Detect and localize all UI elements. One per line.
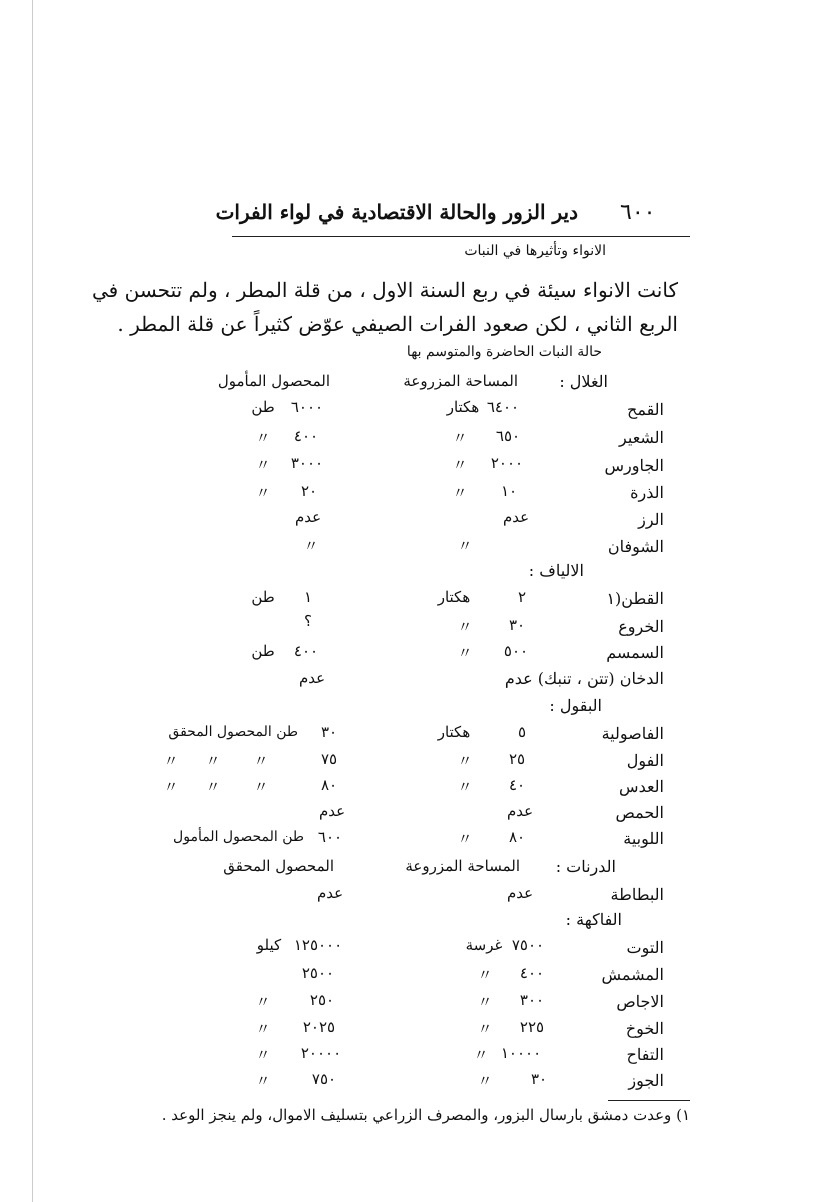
area-unit: هكتار bbox=[437, 723, 471, 741]
fruits-heading: الفاكهة : bbox=[565, 910, 622, 929]
area-number: ٥ bbox=[517, 723, 527, 741]
area-number: ٨٠ bbox=[508, 828, 526, 846]
grains-heading: الغلال : bbox=[559, 372, 608, 391]
area-number: ٦٥٠ bbox=[495, 427, 521, 445]
yield-unit: 〃 bbox=[253, 778, 269, 796]
legumes-heading: البقول : bbox=[549, 696, 602, 715]
status-line: حالة النبات الحاضرة والمتوسم بها bbox=[406, 344, 602, 360]
yield-number: ٤٠٠ bbox=[293, 642, 319, 660]
area-unit: 〃 bbox=[457, 830, 473, 848]
yield-unit: طن bbox=[251, 398, 275, 416]
grains-area-header: المساحة المزروعة bbox=[403, 372, 518, 390]
area-number: ٢٢٥ bbox=[519, 1018, 545, 1036]
area-number: ٣٠ bbox=[530, 1070, 548, 1088]
area-unit: 〃 bbox=[457, 618, 473, 636]
area-unit: 〃 bbox=[457, 537, 473, 555]
area-number: ٥٠٠ bbox=[503, 642, 529, 660]
row-label: السمسم bbox=[606, 643, 664, 662]
area-number: ٢ bbox=[517, 588, 527, 606]
area-unit: هكتار bbox=[446, 398, 480, 416]
area-number: ١٠ bbox=[500, 482, 518, 500]
yield-number: عدم bbox=[294, 508, 322, 526]
yield-unit: 〃 bbox=[253, 752, 269, 770]
row-label: الذرة bbox=[630, 483, 664, 502]
scan-margin-line bbox=[32, 0, 33, 1202]
row-label: الخوخ bbox=[625, 1019, 664, 1038]
row-label: العدس bbox=[619, 777, 664, 796]
yield-number: عدم bbox=[316, 884, 344, 902]
ditto-mark: 〃 bbox=[205, 778, 221, 796]
header-rule bbox=[232, 236, 690, 237]
area-number: ٦٤٠٠ bbox=[486, 398, 520, 416]
row-label: القمح bbox=[627, 400, 664, 419]
ditto-mark: 〃 bbox=[163, 752, 179, 770]
row-label: البطاطة bbox=[610, 885, 664, 904]
area-unit: 〃 bbox=[473, 1046, 489, 1064]
area-number: ٣٠ bbox=[508, 616, 526, 634]
area-number: ١٠٠٠٠ bbox=[500, 1044, 542, 1062]
yield-number: ٢٥٠٠ bbox=[301, 964, 335, 982]
yield-number: 〃 bbox=[303, 537, 319, 555]
area-unit: 〃 bbox=[457, 752, 473, 770]
yield-unit: طن المحصول المأمول bbox=[173, 829, 304, 845]
yield-unit: 〃 bbox=[255, 484, 271, 502]
row-label: الفول bbox=[626, 751, 664, 770]
area-unit: هكتار bbox=[437, 588, 471, 606]
yield-unit: 〃 bbox=[255, 993, 271, 1011]
area-number: ٧٥٠٠ bbox=[511, 936, 545, 954]
area-unit: 〃 bbox=[477, 1072, 493, 1090]
area-number: ٤٠٠ bbox=[519, 964, 545, 982]
row-label: الفاصولية bbox=[601, 724, 664, 743]
area-unit: 〃 bbox=[477, 966, 493, 984]
yield-unit: طن المحصول المحقق bbox=[168, 724, 298, 740]
footnote-rule bbox=[608, 1100, 690, 1101]
yield-unit: طن bbox=[251, 588, 275, 606]
tubers-heading: الدرنات : bbox=[555, 857, 616, 876]
area-unit: 〃 bbox=[452, 484, 468, 502]
row-label: الخروع bbox=[618, 617, 664, 636]
row-label: الحمص bbox=[615, 803, 664, 822]
area-unit: عدم bbox=[506, 884, 534, 902]
area-unit: غرسة bbox=[465, 936, 503, 954]
intro-line-2: الربع الثاني ، لكن صعود الفرات الصيفي عوّض كثيراً عن قلة المطر . bbox=[117, 312, 678, 336]
yield-number: ٧٥ bbox=[320, 750, 338, 768]
yield-number: ١ bbox=[303, 588, 313, 606]
yield-number: ٨٠ bbox=[320, 776, 338, 794]
yield-number: ٣٠٠٠ bbox=[290, 454, 324, 472]
area-unit: عدم bbox=[502, 508, 530, 526]
yield-number: عدم bbox=[298, 669, 326, 687]
intro-line-1: كانت الانواء سيئة في ربع السنة الاول ، من قلة المطر ، ولم تتحسن في bbox=[92, 278, 678, 302]
row-label: المشمش bbox=[601, 965, 664, 984]
yield-unit: 〃 bbox=[255, 1020, 271, 1038]
yield-number: عدم bbox=[318, 802, 346, 820]
row-label: اللوبية bbox=[623, 829, 664, 848]
row-label: الشوفان bbox=[607, 537, 664, 556]
footnote: ١) وعدت دمشق بارسال البزور، والمصرف الزراعي بتسليف الاموال، ولم ينجز الوعد . bbox=[161, 1106, 690, 1124]
yield-number: ٢٠ bbox=[300, 482, 318, 500]
yield-number: ٦٠٠ bbox=[317, 828, 343, 846]
yield-number: ٣٠ bbox=[320, 723, 338, 741]
area-unit: عدم bbox=[506, 802, 534, 820]
fibers-heading: الالياف : bbox=[528, 561, 584, 580]
area-unit: 〃 bbox=[477, 993, 493, 1011]
yield-number: ؟ bbox=[304, 612, 312, 630]
area-unit: 〃 bbox=[452, 456, 468, 474]
row-label: التوت bbox=[626, 938, 664, 957]
area-number: ٢٥ bbox=[508, 750, 526, 768]
tubers-yield-header: المحصول المحقق bbox=[223, 857, 334, 875]
section-title: الانواء وتأثيرها في النبات bbox=[464, 243, 606, 259]
yield-unit: طن bbox=[251, 642, 275, 660]
page-number: ٦٠٠ bbox=[620, 200, 656, 225]
area-unit: 〃 bbox=[457, 644, 473, 662]
grains-yield-header: المحصول المأمول bbox=[217, 372, 330, 390]
row-label: الرز bbox=[638, 510, 664, 529]
yield-unit: 〃 bbox=[255, 1072, 271, 1090]
yield-number: ٧٥٠ bbox=[311, 1070, 337, 1088]
tobacco-label: الدخان (تتن ، تنبك) عدم bbox=[504, 669, 664, 688]
yield-number: ٢٠٢٥ bbox=[302, 1018, 336, 1036]
area-unit: 〃 bbox=[457, 778, 473, 796]
yield-unit: 〃 bbox=[255, 1046, 271, 1064]
row-label: الجوز bbox=[628, 1071, 664, 1090]
area-unit: 〃 bbox=[452, 429, 468, 447]
yield-number: ٢٥٠ bbox=[309, 991, 335, 1009]
area-number: ٣٠٠ bbox=[519, 991, 545, 1009]
yield-number: ٤٠٠ bbox=[293, 427, 319, 445]
area-number: ٢٠٠٠ bbox=[490, 454, 524, 472]
yield-unit: 〃 bbox=[255, 429, 271, 447]
yield-number: ٦٠٠٠ bbox=[290, 398, 324, 416]
area-unit: 〃 bbox=[477, 1020, 493, 1038]
row-label: التفاح bbox=[626, 1045, 664, 1064]
row-label: الجاورس bbox=[604, 456, 664, 475]
running-title: دير الزور والحالة الاقتصادية في لواء الفرات bbox=[215, 200, 578, 224]
yield-number: ١٢٥٠٠٠ bbox=[293, 936, 343, 954]
yield-unit: 〃 bbox=[255, 456, 271, 474]
yield-unit: كيلو bbox=[256, 936, 282, 954]
row-label: الشعير bbox=[619, 428, 664, 447]
yield-number: ٢٠٠٠٠ bbox=[300, 1044, 342, 1062]
row-label: الاجاص bbox=[616, 992, 664, 1011]
area-number: ٤٠ bbox=[508, 776, 526, 794]
row-label: القطن(١ bbox=[606, 589, 664, 608]
ditto-mark: 〃 bbox=[163, 778, 179, 796]
tubers-area-header: المساحة المزروعة bbox=[405, 857, 520, 875]
ditto-mark: 〃 bbox=[205, 752, 221, 770]
